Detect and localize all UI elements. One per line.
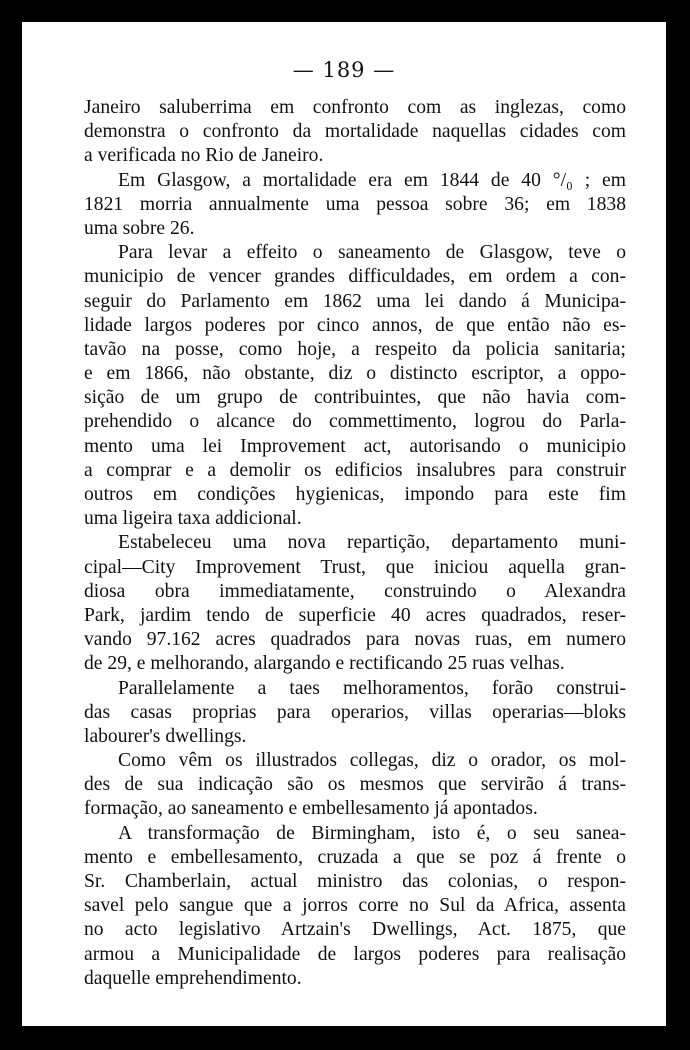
text-line: a comprar e a demolir os edificios insalubres para construir: [84, 459, 626, 481]
text-line: no acto legislativo Artzain's Dwellings, Act. 1875, que: [84, 919, 626, 941]
text-line: municipio de vencer grandes difficuldades, em ordem a con-: [84, 266, 626, 288]
text-line: A transformação de Birmingham, isto é, o seu sanea-: [118, 822, 626, 844]
body-text: [84, 96, 626, 991]
text-line: Para levar a effeito o saneamento de Glasgow, teve o: [118, 242, 626, 264]
paragraph: [84, 241, 626, 531]
text-line: a verificada no Rio de Janeiro.: [84, 145, 324, 167]
paragraph: [84, 96, 626, 169]
text-line: Sr. Chamberlain, actual ministro das colonias, o respon-: [84, 871, 626, 892]
text-line: uma sobre 26.: [84, 217, 195, 239]
text-line: Park, jardim tendo de superficie 40 acres quadrados, reser-: [84, 604, 626, 626]
text-line: cipal—City Improvement Trust, que iniciou aquella gran-: [84, 556, 626, 578]
text-line: des de sua indicação são os mesmos que servirão á trans-: [84, 774, 626, 796]
text-line: mento e embellesamento, cruzada a que se poz á frente o: [84, 846, 626, 868]
text-line: savel pelo sangue que a jorros corre no Sul da Africa, assenta: [84, 895, 626, 917]
text-line: Parallelamente a taes melhoramentos, forão construi-: [118, 677, 626, 699]
text-line: mento uma lei Improvement act, autorisando o municipio: [84, 435, 626, 457]
text-line: demonstra o confronto da mortalidade naquellas cidades com: [84, 121, 626, 143]
text-line: das casas proprias para operarios, villas operarias—bloks: [84, 701, 626, 723]
text-line: vando 97.162 acres quadrados para novas ruas, em numero: [84, 629, 626, 651]
text-line: Como vêm os illustrados collegas, diz o orador, os mol-: [118, 750, 626, 772]
paragraph: [84, 822, 626, 991]
text-line: e em 1866, não obstante, diz o distincto escriptor, a oppo-: [84, 363, 626, 385]
paragraph: [84, 677, 626, 750]
paragraph: [84, 169, 626, 242]
text-line: 1821 morria annualmente uma pessoa sobre 36; em 1838: [84, 193, 626, 215]
text-line: diosa obra immediatamente, construindo o Alexandra: [84, 580, 626, 602]
text-line: de 29, e melhorando, alargando e rectificando 25 ruas velhas.: [84, 653, 565, 675]
text-line: uma ligeira taxa addicional.: [84, 508, 302, 530]
text-line: lidade largos poderes por cinco annos, de que então não es-: [84, 314, 626, 336]
text-line: Em Glasgow, a mortalidade era em 1844 de 40 °/₀ ; em: [118, 169, 626, 191]
text-line: daquelle emprehendimento.: [84, 967, 302, 989]
text-line: tavão na posse, como hoje, a respeito da policia sanitaria;: [84, 338, 626, 360]
paragraph: [84, 749, 626, 822]
text-line: Janeiro saluberrima em confronto com as inglezas, como: [84, 97, 626, 118]
text-line: Estabeleceu uma nova repartição, departamento muni-: [118, 532, 626, 554]
text-line: sição de um grupo de contribuintes, que não havia com-: [84, 387, 626, 409]
text-line: prehendido o alcance do commettimento, logrou do Parla-: [84, 411, 626, 433]
text-line: outros em condições hygienicas, impondo para este fim: [84, 484, 626, 505]
text-line: seguir do Parlamento em 1862 uma lei dando á Municipa-: [84, 290, 626, 312]
page-number: — 189 —: [292, 58, 396, 82]
text-line: armou a Municipalidade de largos poderes para realisação: [84, 943, 626, 965]
paragraph: [84, 531, 626, 676]
book-page: [22, 22, 666, 1026]
text-line: labourer's dwellings.: [84, 725, 247, 747]
text-line: formação, ao saneamento e embellesamento já apontados.: [84, 798, 538, 820]
